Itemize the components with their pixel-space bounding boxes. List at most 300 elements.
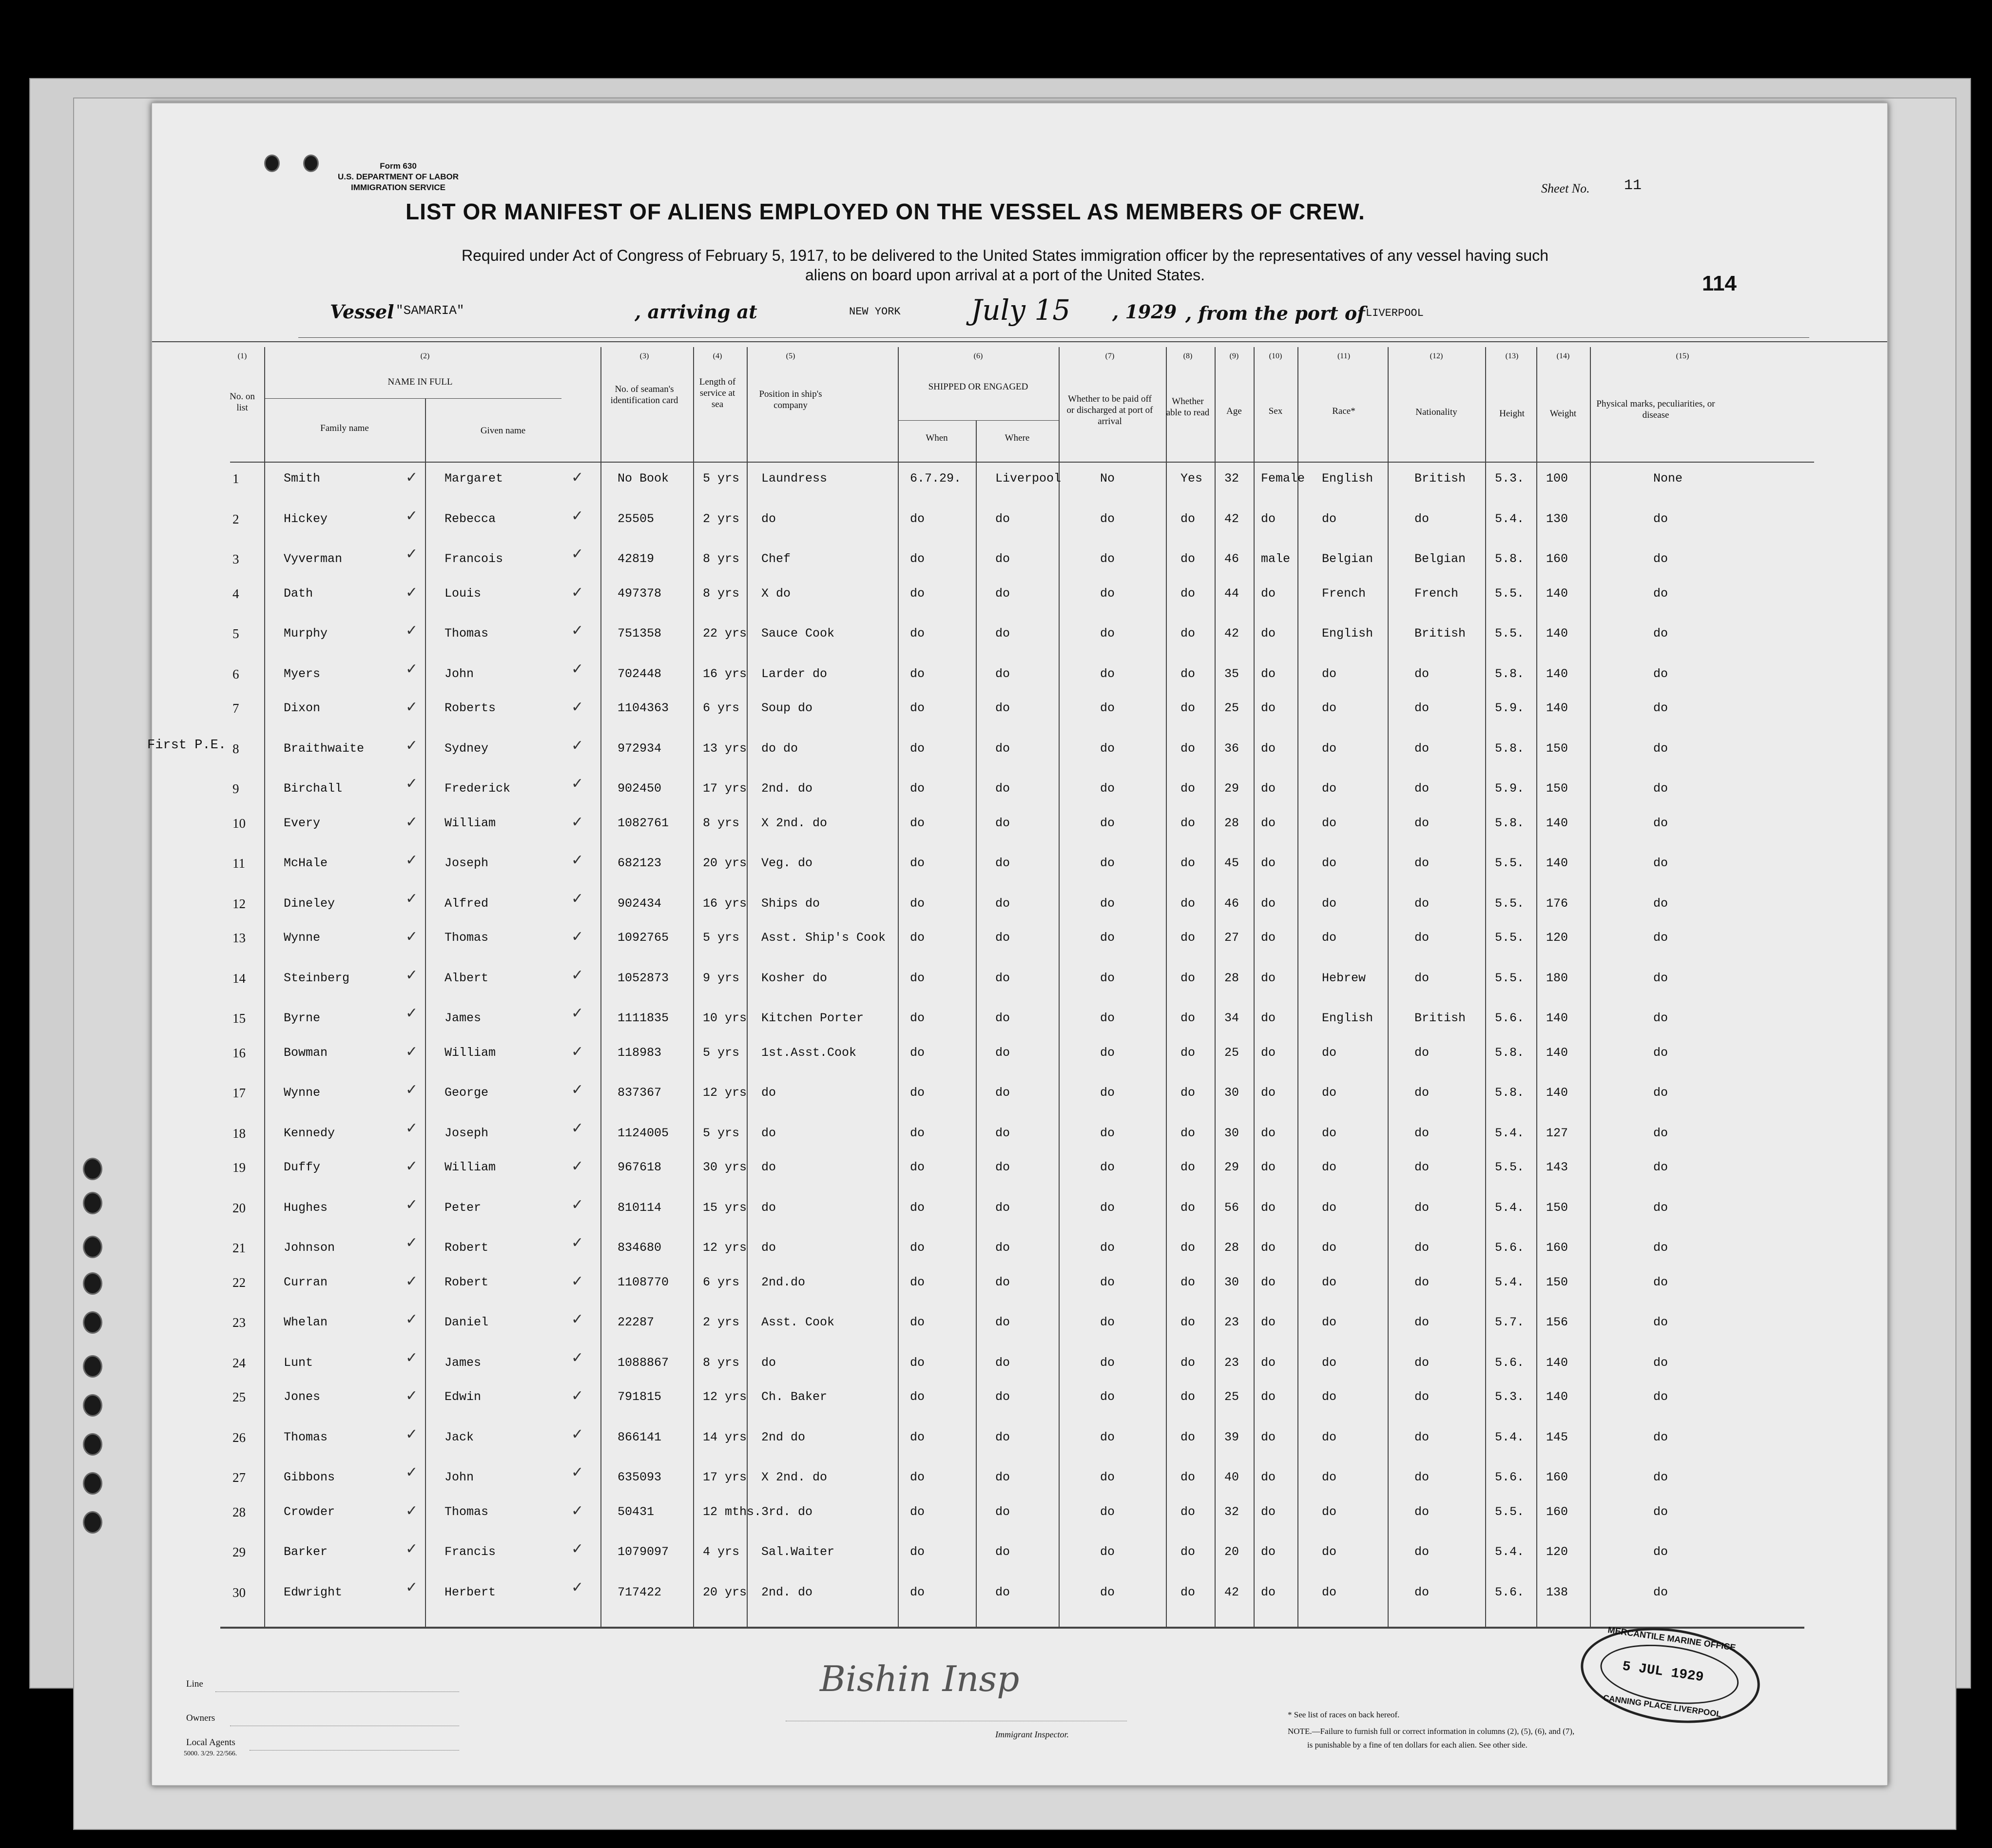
age: 36 bbox=[1224, 741, 1239, 756]
sex: do bbox=[1261, 1470, 1276, 1484]
id-card-number: 810114 bbox=[618, 1200, 662, 1215]
given-check-icon: ✓ bbox=[571, 1311, 584, 1328]
physical-marks: do bbox=[1653, 816, 1668, 830]
sheet-number-label: Sheet No. bbox=[1541, 181, 1590, 195]
given-name: Joseph bbox=[445, 1126, 489, 1140]
length-of-service: 16 yrs bbox=[703, 666, 747, 681]
paid-off: do bbox=[1100, 552, 1115, 566]
form-label: Form 630 bbox=[380, 161, 417, 171]
height: 5.6. bbox=[1495, 1585, 1525, 1599]
given-check-icon: ✓ bbox=[571, 1464, 584, 1481]
given-name: Thomas bbox=[445, 1504, 489, 1519]
race: do bbox=[1322, 781, 1337, 796]
column-number: (5) bbox=[786, 352, 795, 360]
given-check-icon: ✓ bbox=[571, 813, 584, 831]
physical-marks: do bbox=[1653, 1011, 1668, 1025]
family-name: Vyverman bbox=[284, 552, 343, 566]
age: 40 bbox=[1224, 1470, 1239, 1484]
height: 5.5. bbox=[1495, 1504, 1525, 1519]
able-to-read: do bbox=[1180, 856, 1196, 870]
weight: 160 bbox=[1546, 1241, 1568, 1255]
position: Asst. Ship's Cook bbox=[761, 931, 886, 945]
column-rule bbox=[976, 420, 977, 1627]
column-number: (12) bbox=[1430, 352, 1443, 360]
position: Chef bbox=[761, 552, 791, 566]
shipped-when: do bbox=[910, 1275, 925, 1289]
physical-marks: do bbox=[1653, 1355, 1668, 1370]
column-rule bbox=[1215, 347, 1216, 1627]
position: Kitchen Porter bbox=[761, 1011, 864, 1025]
weight: 176 bbox=[1546, 896, 1568, 911]
shipped-where: do bbox=[995, 1430, 1010, 1444]
position: Sal.Waiter bbox=[761, 1545, 835, 1559]
given-name: Joseph bbox=[445, 856, 489, 870]
position: Kosher do bbox=[761, 971, 828, 985]
race: Belgian bbox=[1322, 552, 1373, 566]
row-number: 7 bbox=[232, 701, 239, 716]
header-sex: Sex bbox=[1268, 406, 1283, 416]
length-of-service: 15 yrs bbox=[703, 1200, 747, 1215]
physical-marks: do bbox=[1653, 1275, 1668, 1289]
given-name: William bbox=[445, 1045, 496, 1060]
height: 5.4. bbox=[1495, 511, 1525, 526]
position: 2nd.do bbox=[761, 1275, 806, 1289]
shipped-when: do bbox=[910, 1315, 925, 1329]
family-check-icon: ✓ bbox=[406, 1272, 418, 1290]
race: do bbox=[1322, 1126, 1337, 1140]
family-name: Kennedy bbox=[284, 1126, 335, 1140]
weight: 150 bbox=[1546, 741, 1568, 756]
shipped-where: do bbox=[995, 741, 1010, 756]
shipped-where: do bbox=[995, 1241, 1010, 1255]
shipped-where: do bbox=[995, 816, 1010, 830]
family-name: Hughes bbox=[284, 1200, 328, 1215]
family-check-icon: ✓ bbox=[406, 737, 418, 754]
margin-note: First P.E. bbox=[147, 738, 227, 753]
paid-off: do bbox=[1100, 1390, 1115, 1404]
length-of-service: 12 mths. bbox=[703, 1504, 762, 1519]
nationality: do bbox=[1414, 1160, 1430, 1174]
given-check-icon: ✓ bbox=[571, 584, 584, 601]
header-family-name: Family name bbox=[320, 423, 369, 433]
family-check-icon: ✓ bbox=[406, 928, 418, 945]
table-top-rule bbox=[152, 341, 1887, 342]
age: 29 bbox=[1224, 1160, 1239, 1174]
family-check-icon: ✓ bbox=[406, 699, 418, 716]
position: 2nd do bbox=[761, 1430, 806, 1444]
nationality: do bbox=[1414, 1390, 1430, 1404]
sex: do bbox=[1261, 666, 1276, 681]
header-position: Position in ship's company bbox=[759, 389, 822, 410]
sex: do bbox=[1261, 1200, 1276, 1215]
sheet-number: 11 bbox=[1624, 177, 1642, 194]
shipped-where: do bbox=[995, 1275, 1010, 1289]
paid-off: do bbox=[1100, 931, 1115, 945]
length-of-service: 14 yrs bbox=[703, 1430, 747, 1444]
page-number: 114 bbox=[1702, 272, 1737, 295]
weight: 120 bbox=[1546, 1545, 1568, 1559]
shipped-when: do bbox=[910, 1585, 925, 1599]
length-of-service: 8 yrs bbox=[703, 586, 740, 601]
nationality: do bbox=[1414, 1241, 1430, 1255]
age: 30 bbox=[1224, 1126, 1239, 1140]
able-to-read: do bbox=[1180, 666, 1196, 681]
punch-hole bbox=[303, 155, 319, 172]
length-of-service: 9 yrs bbox=[703, 971, 740, 985]
header-paid-off: Whether to be paid off or discharged at port of arrival bbox=[1066, 394, 1153, 427]
shipped-where: do bbox=[995, 856, 1010, 870]
height: 5.5. bbox=[1495, 971, 1525, 985]
given-check-icon: ✓ bbox=[571, 928, 584, 945]
position: do bbox=[761, 1160, 776, 1174]
age: 23 bbox=[1224, 1355, 1239, 1370]
able-to-read: do bbox=[1180, 781, 1196, 796]
id-card-number: 702448 bbox=[618, 666, 662, 681]
given-name: Louis bbox=[445, 586, 482, 601]
family-name: Jones bbox=[284, 1390, 321, 1404]
height: 5.7. bbox=[1495, 1315, 1525, 1329]
column-number: (14) bbox=[1556, 352, 1570, 360]
row-number: 18 bbox=[232, 1126, 246, 1141]
position: Sauce Cook bbox=[761, 626, 835, 641]
able-to-read: do bbox=[1180, 1241, 1196, 1255]
position: X 2nd. do bbox=[761, 816, 828, 830]
able-to-read: do bbox=[1180, 1045, 1196, 1060]
family-check-icon: ✓ bbox=[406, 775, 418, 792]
able-to-read: do bbox=[1180, 1504, 1196, 1519]
age: 46 bbox=[1224, 896, 1239, 911]
row-number: 4 bbox=[232, 586, 239, 601]
given-name: Edwin bbox=[445, 1390, 482, 1404]
given-check-icon: ✓ bbox=[571, 1043, 584, 1060]
position: 2nd. do bbox=[761, 1585, 813, 1599]
column-number: (2) bbox=[420, 352, 430, 360]
given-name: Robert bbox=[445, 1275, 489, 1289]
id-card-number: 902450 bbox=[618, 781, 662, 796]
race: do bbox=[1322, 1086, 1337, 1100]
footer-owners-label: Owners bbox=[186, 1713, 215, 1723]
given-name: Margaret bbox=[445, 471, 503, 486]
age: 42 bbox=[1224, 626, 1239, 641]
paid-off: do bbox=[1100, 586, 1115, 601]
family-name: Smith bbox=[284, 471, 321, 486]
position: Ships do bbox=[761, 896, 820, 911]
row-number: 20 bbox=[232, 1200, 246, 1215]
given-check-icon: ✓ bbox=[571, 1234, 584, 1251]
shipped-where: do bbox=[995, 626, 1010, 641]
paid-off: do bbox=[1100, 1086, 1115, 1100]
able-to-read: do bbox=[1180, 1011, 1196, 1025]
nationality: do bbox=[1414, 1086, 1430, 1100]
shipped-when: do bbox=[910, 552, 925, 566]
given-check-icon: ✓ bbox=[571, 737, 584, 754]
family-check-icon: ✓ bbox=[406, 1349, 418, 1366]
punch-hole bbox=[264, 155, 280, 172]
height: 5.5. bbox=[1495, 586, 1525, 601]
row-number: 28 bbox=[232, 1504, 246, 1519]
paid-off: do bbox=[1100, 1275, 1115, 1289]
given-check-icon: ✓ bbox=[571, 1272, 584, 1290]
position: do do bbox=[761, 741, 798, 756]
nationality: British bbox=[1414, 471, 1466, 486]
paid-off: do bbox=[1100, 1160, 1115, 1174]
race: do bbox=[1322, 666, 1337, 681]
id-card-number: 1092765 bbox=[618, 931, 669, 945]
id-card-number: 791815 bbox=[618, 1390, 662, 1404]
age: 28 bbox=[1224, 816, 1239, 830]
length-of-service: 12 yrs bbox=[703, 1390, 747, 1404]
punch-hole bbox=[83, 1511, 102, 1534]
able-to-read: do bbox=[1180, 1315, 1196, 1329]
weight: 127 bbox=[1546, 1126, 1568, 1140]
row-number: 25 bbox=[232, 1390, 246, 1404]
position: X 2nd. do bbox=[761, 1470, 828, 1484]
weight: 140 bbox=[1546, 701, 1568, 715]
family-name: Thomas bbox=[284, 1430, 328, 1444]
position: Larder do bbox=[761, 666, 828, 681]
shipped-when: do bbox=[910, 626, 925, 641]
sex: Female bbox=[1261, 471, 1305, 486]
given-check-icon: ✓ bbox=[571, 1540, 584, 1557]
punch-hole bbox=[83, 1272, 102, 1295]
height: 5.4. bbox=[1495, 1200, 1525, 1215]
height: 5.5. bbox=[1495, 626, 1525, 641]
race: do bbox=[1322, 1045, 1337, 1060]
column-rule bbox=[264, 347, 265, 1627]
weight: 140 bbox=[1546, 1011, 1568, 1025]
height: 5.8. bbox=[1495, 666, 1525, 681]
shipped-where: do bbox=[995, 1200, 1010, 1215]
height: 5.4. bbox=[1495, 1275, 1525, 1289]
given-name: Roberts bbox=[445, 701, 496, 715]
nationality: do bbox=[1414, 1045, 1430, 1060]
inspector-label: Immigrant Inspector. bbox=[995, 1730, 1069, 1739]
family-name: Murphy bbox=[284, 626, 328, 641]
shipped-when: do bbox=[910, 1011, 925, 1025]
able-to-read: do bbox=[1180, 1545, 1196, 1559]
row-number: 15 bbox=[232, 1011, 246, 1026]
shipped-where: Liverpool bbox=[995, 471, 1062, 486]
given-name: Francis bbox=[445, 1545, 496, 1559]
weight: 140 bbox=[1546, 816, 1568, 830]
age: 44 bbox=[1224, 586, 1239, 601]
id-card-number: 1104363 bbox=[618, 701, 669, 715]
id-card-number: 682123 bbox=[618, 856, 662, 870]
physical-marks: do bbox=[1653, 1545, 1668, 1559]
from-port-label: , from the port of bbox=[1185, 302, 1365, 324]
age: 32 bbox=[1224, 1504, 1239, 1519]
nationality: do bbox=[1414, 896, 1430, 911]
column-rule bbox=[1059, 347, 1060, 1627]
weight: 156 bbox=[1546, 1315, 1568, 1329]
header-name-in-full: NAME IN FULL bbox=[387, 377, 453, 387]
family-check-icon: ✓ bbox=[406, 1540, 418, 1557]
footer-print-code: 5000. 3/29. 22/566. bbox=[184, 1750, 237, 1757]
column-number: (15) bbox=[1676, 352, 1689, 360]
family-check-icon: ✓ bbox=[406, 1502, 418, 1519]
row-number: 6 bbox=[232, 666, 239, 681]
physical-marks: None bbox=[1653, 471, 1683, 486]
weight: 140 bbox=[1546, 1355, 1568, 1370]
row-number: 12 bbox=[232, 896, 246, 911]
physical-marks: do bbox=[1653, 896, 1668, 911]
shipped-where: do bbox=[995, 1086, 1010, 1100]
sex: do bbox=[1261, 1160, 1276, 1174]
family-name: Edwright bbox=[284, 1585, 343, 1599]
given-check-icon: ✓ bbox=[571, 622, 584, 639]
sex: do bbox=[1261, 1315, 1276, 1329]
from-port: LIVERPOOL bbox=[1366, 307, 1424, 319]
header-race: Race* bbox=[1332, 406, 1355, 416]
given-check-icon: ✓ bbox=[571, 1119, 584, 1137]
race: do bbox=[1322, 1504, 1337, 1519]
column-rule bbox=[1166, 347, 1167, 1627]
given-name: Herbert bbox=[445, 1585, 496, 1599]
nationality: do bbox=[1414, 1545, 1430, 1559]
weight: 120 bbox=[1546, 931, 1568, 945]
weight: 138 bbox=[1546, 1585, 1568, 1599]
weight: 143 bbox=[1546, 1160, 1568, 1174]
shipped-when: do bbox=[910, 1545, 925, 1559]
nationality: do bbox=[1414, 856, 1430, 870]
family-check-icon: ✓ bbox=[406, 1311, 418, 1328]
paid-off: do bbox=[1100, 1470, 1115, 1484]
able-to-read: do bbox=[1180, 1086, 1196, 1100]
shipped-when: do bbox=[910, 1126, 925, 1140]
family-check-icon: ✓ bbox=[406, 1234, 418, 1251]
sex: do bbox=[1261, 971, 1276, 985]
given-name: Frederick bbox=[445, 781, 511, 796]
footer-agents-rule bbox=[250, 1750, 459, 1751]
column-number: (3) bbox=[639, 352, 649, 360]
column-rule bbox=[600, 347, 601, 1627]
shipped-where: do bbox=[995, 1470, 1010, 1484]
position: Ch. Baker bbox=[761, 1390, 828, 1404]
sex: do bbox=[1261, 1504, 1276, 1519]
family-check-icon: ✓ bbox=[406, 1425, 418, 1443]
physical-marks: do bbox=[1653, 1086, 1668, 1100]
height: 5.8. bbox=[1495, 1086, 1525, 1100]
able-to-read: do bbox=[1180, 816, 1196, 830]
able-to-read: do bbox=[1180, 1470, 1196, 1484]
row-number: 1 bbox=[232, 471, 239, 486]
nationality: do bbox=[1414, 666, 1430, 681]
sex: do bbox=[1261, 816, 1276, 830]
column-rule bbox=[1388, 347, 1389, 1627]
id-card-number: 1124005 bbox=[618, 1126, 669, 1140]
paid-off: do bbox=[1100, 1355, 1115, 1370]
row-number: 24 bbox=[232, 1355, 246, 1370]
vessel-underline bbox=[298, 337, 1809, 338]
row-number: 23 bbox=[232, 1315, 246, 1330]
able-to-read: do bbox=[1180, 1585, 1196, 1599]
punch-hole bbox=[83, 1311, 102, 1334]
able-to-read: do bbox=[1180, 971, 1196, 985]
given-name: John bbox=[445, 1470, 474, 1484]
race: do bbox=[1322, 856, 1337, 870]
race: Hebrew bbox=[1322, 971, 1366, 985]
family-check-icon: ✓ bbox=[406, 1081, 418, 1098]
sex: do bbox=[1261, 1241, 1276, 1255]
height: 5.4. bbox=[1495, 1545, 1525, 1559]
length-of-service: 5 yrs bbox=[703, 471, 740, 486]
punch-hole bbox=[83, 1433, 102, 1456]
given-check-icon: ✓ bbox=[571, 966, 584, 984]
height: 5.5. bbox=[1495, 896, 1525, 911]
race: do bbox=[1322, 1275, 1337, 1289]
length-of-service: 2 yrs bbox=[703, 511, 740, 526]
column-number: (11) bbox=[1337, 352, 1351, 360]
paid-off: do bbox=[1100, 896, 1115, 911]
position: do bbox=[761, 1126, 776, 1140]
page-title: LIST OR MANIFEST OF ALIENS EMPLOYED ON THE VESSEL AS MEMBERS OF CREW. bbox=[406, 199, 1365, 224]
family-name: Duffy bbox=[284, 1160, 321, 1174]
shipped-where: do bbox=[995, 1545, 1010, 1559]
height: 5.3. bbox=[1495, 1390, 1525, 1404]
given-check-icon: ✓ bbox=[571, 660, 584, 678]
shipped-when: do bbox=[910, 856, 925, 870]
row-number: 11 bbox=[232, 856, 245, 871]
shipped-when: do bbox=[910, 1160, 925, 1174]
shipped-when: do bbox=[910, 1470, 925, 1484]
physical-marks: do bbox=[1653, 741, 1668, 756]
department: U.S. DEPARTMENT OF LABOR bbox=[337, 172, 459, 181]
physical-marks: do bbox=[1653, 781, 1668, 796]
height: 5.5. bbox=[1495, 1160, 1525, 1174]
age: 42 bbox=[1224, 511, 1239, 526]
physical-marks: do bbox=[1653, 666, 1668, 681]
family-name: Dineley bbox=[284, 896, 335, 911]
id-card-number: 837367 bbox=[618, 1086, 662, 1100]
paid-off: do bbox=[1100, 816, 1115, 830]
length-of-service: 16 yrs bbox=[703, 896, 747, 911]
column-rule bbox=[693, 347, 694, 1627]
physical-marks: do bbox=[1653, 1504, 1668, 1519]
id-card-number: 1079097 bbox=[618, 1545, 669, 1559]
age: 23 bbox=[1224, 1315, 1239, 1329]
id-card-number: No Book bbox=[618, 471, 669, 486]
paid-off: do bbox=[1100, 1200, 1115, 1215]
weight: 140 bbox=[1546, 1390, 1568, 1404]
nationality: do bbox=[1414, 1200, 1430, 1215]
physical-marks: do bbox=[1653, 931, 1668, 945]
race: do bbox=[1322, 931, 1337, 945]
family-name: Wynne bbox=[284, 931, 321, 945]
nationality: do bbox=[1414, 1585, 1430, 1599]
column-rule bbox=[1297, 347, 1298, 1627]
age: 25 bbox=[1224, 1390, 1239, 1404]
given-name: Jack bbox=[445, 1430, 474, 1444]
weight: 145 bbox=[1546, 1430, 1568, 1444]
header-when: When bbox=[926, 433, 948, 443]
physical-marks: do bbox=[1653, 626, 1668, 641]
sex: do bbox=[1261, 1126, 1276, 1140]
given-name: John bbox=[445, 666, 474, 681]
paid-off: do bbox=[1100, 971, 1115, 985]
able-to-read: do bbox=[1180, 1126, 1196, 1140]
shipped-where: do bbox=[995, 511, 1010, 526]
sex: do bbox=[1261, 896, 1276, 911]
given-check-icon: ✓ bbox=[571, 1081, 584, 1098]
sex: male bbox=[1261, 552, 1291, 566]
height: 5.8. bbox=[1495, 552, 1525, 566]
family-check-icon: ✓ bbox=[406, 813, 418, 831]
family-check-icon: ✓ bbox=[406, 890, 418, 907]
punch-hole bbox=[83, 1472, 102, 1495]
nationality: do bbox=[1414, 931, 1430, 945]
table-bottom-rule bbox=[220, 1627, 1804, 1629]
column-rule bbox=[425, 398, 426, 1627]
